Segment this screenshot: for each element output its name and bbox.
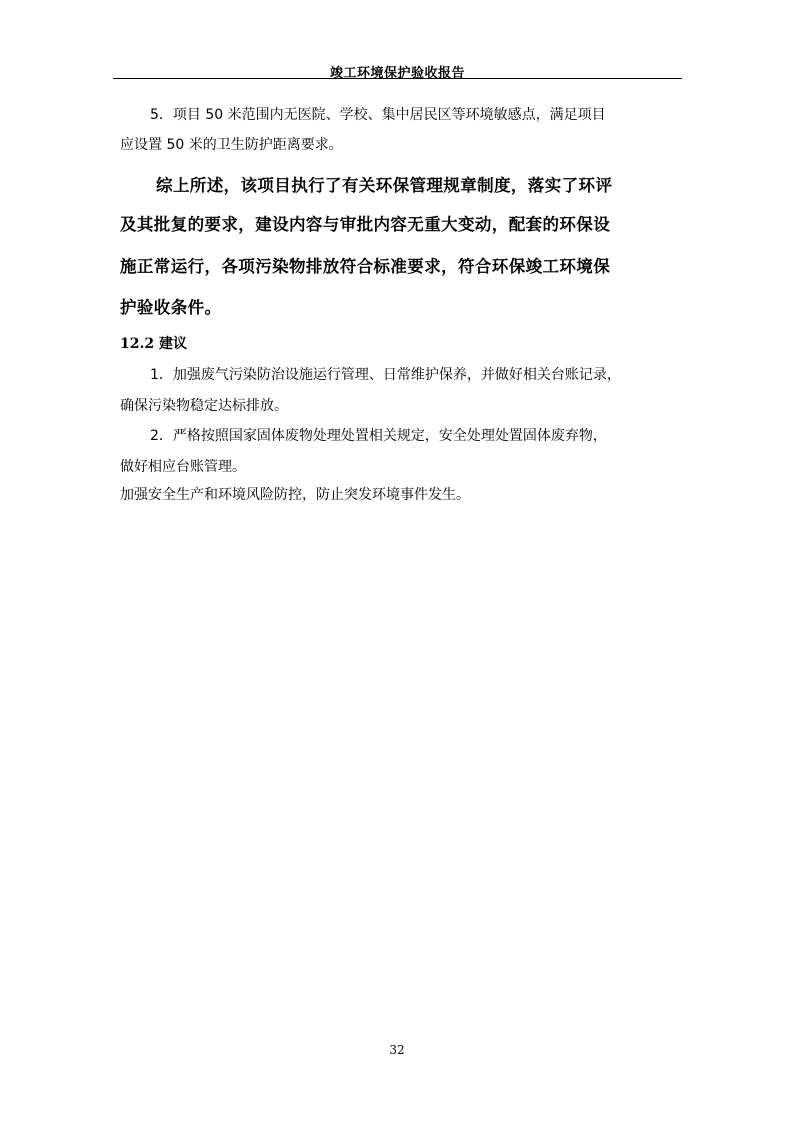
- suggestion1-line1: 1．加强废气污染防治设施运行管理、日常维护保养，并做好相关台账记录，: [150, 367, 621, 383]
- section-heading: 12.2 建议: [120, 336, 187, 352]
- suggestion1-line2: 确保污染物稳定达标排放。: [120, 398, 288, 414]
- summary-line1: 综上所述，该项目执行了有关环保管理规章制度，落实了环评: [156, 176, 613, 195]
- page-header-title: 竣工环境保护验收报告: [329, 66, 465, 81]
- suggestion2-line2: 做好相应台账管理。: [120, 459, 246, 475]
- summary-line3: 施正常运行，各项污染物排放符合标准要求，符合环保竣工环境保: [120, 257, 611, 276]
- header-divider: [113, 78, 682, 79]
- item5-line1: 5．项目 50 米范围内无医院、学校、集中居民区等环境敏感点，满足项目: [150, 107, 606, 123]
- summary-line4: 护验收条件。: [120, 298, 222, 317]
- summary-line2: 及其批复的要求，建设内容与审批内容无重大变动，配套的环保设: [120, 215, 611, 234]
- suggestion2-line1: 2．严格按照国家固体废物处理处置相关规定，安全处理处置固体废弃物，: [150, 428, 607, 444]
- item5-line2: 应设置 50 米的卫生防护距离要求。: [120, 137, 343, 153]
- suggestion3: 加强安全生产和环境风险防控，防止突发环境事件发生。: [120, 487, 470, 503]
- page-number: 32: [389, 1043, 405, 1057]
